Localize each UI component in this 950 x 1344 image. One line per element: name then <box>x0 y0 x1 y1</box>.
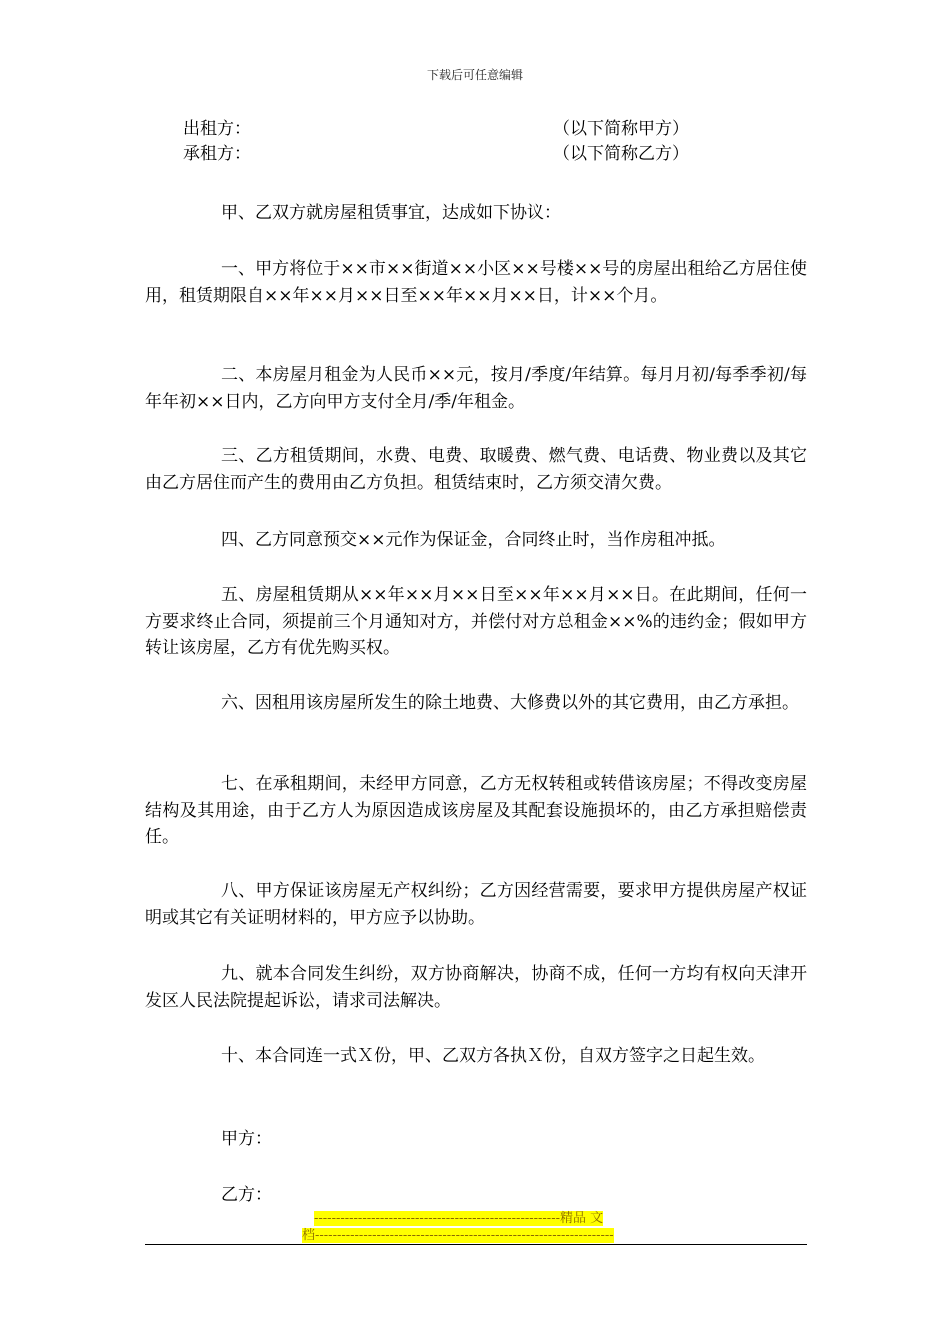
lessor-note: （以下简称甲方） <box>553 119 689 139</box>
clause-1: 一、甲方将位于××市××街道××小区××号楼××号的房屋出租给乙方居住使用，租赁期限自××年××月××日至××年××月××日，计××个月。 <box>145 259 807 306</box>
clause-5: 五、房屋租赁期从××年××月××日至××年××月××日。在此期间，任何一方要求终止合同，须提前三个月通知对方，并偿付对方总租金××%的违约金；假如甲方转让该房屋，乙方有优先购买权。 <box>145 585 807 658</box>
clause-10: 十、本合同连一式Ｘ份，甲、乙双方各执Ｘ份，自双方签字之日起生效。 <box>221 1046 765 1066</box>
lessor-label: 出租方： <box>183 119 251 139</box>
footer-line-2-text: 档-------------------------------------------------------------------- <box>302 1228 614 1243</box>
clause-3: 三、乙方租赁期间，水费、电费、取暖费、燃气费、电话费、物业费以及其它由乙方居住而产生的费用由乙方负担。租赁结束时，乙方须交清欠费。 <box>145 446 807 493</box>
signature-party-b: 乙方： <box>221 1185 272 1205</box>
lessee-label: 承租方： <box>183 144 251 164</box>
bottom-divider <box>145 1244 807 1245</box>
clause-4: 四、乙方同意预交××元作为保证金，合同终止时，当作房租冲抵。 <box>221 530 726 550</box>
header-note: 下载后可任意编辑 <box>426 68 523 82</box>
lessee-note: （以下简称乙方） <box>553 144 689 164</box>
signature-party-a: 甲方： <box>221 1129 272 1149</box>
lessor-row <box>183 117 743 141</box>
clause-6: 六、因租用该房屋所发生的除土地费、大修费以外的其它费用，由乙方承担。 <box>221 693 799 713</box>
footer-line-1-text: --------------------------------------------------------精品 文 <box>314 1211 604 1226</box>
footer-watermark <box>302 1210 650 1244</box>
clause-7: 七、在承租期间，未经甲方同意，乙方无权转租或转借该房屋；不得改变房屋结构及其用途，由于乙方人为原因造成该房屋及其配套设施损坏的，由乙方承担赔偿责任。 <box>145 774 807 847</box>
clause-8: 八、甲方保证该房屋无产权纠纷；乙方因经营需要，要求甲方提供房屋产权证明或其它有关证明材料的，甲方应予以协助。 <box>145 881 807 928</box>
intro-paragraph: 甲、乙双方就房屋租赁事宜，达成如下协议： <box>221 203 561 223</box>
clause-9: 九、就本合同发生纠纷，双方协商解决，协商不成，任何一方均有权向天津开发区人民法院提起诉讼，请求司法解决。 <box>145 964 807 1011</box>
footer-line-2 <box>302 1227 650 1244</box>
lessee-row <box>183 142 743 166</box>
footer-line-1 <box>302 1210 650 1227</box>
clause-2: 二、本房屋月租金为人民币××元，按月/季度/年结算。每月月初/每季季初/每年年初××日内，乙方向甲方支付全月/季/年租金。 <box>145 365 807 412</box>
